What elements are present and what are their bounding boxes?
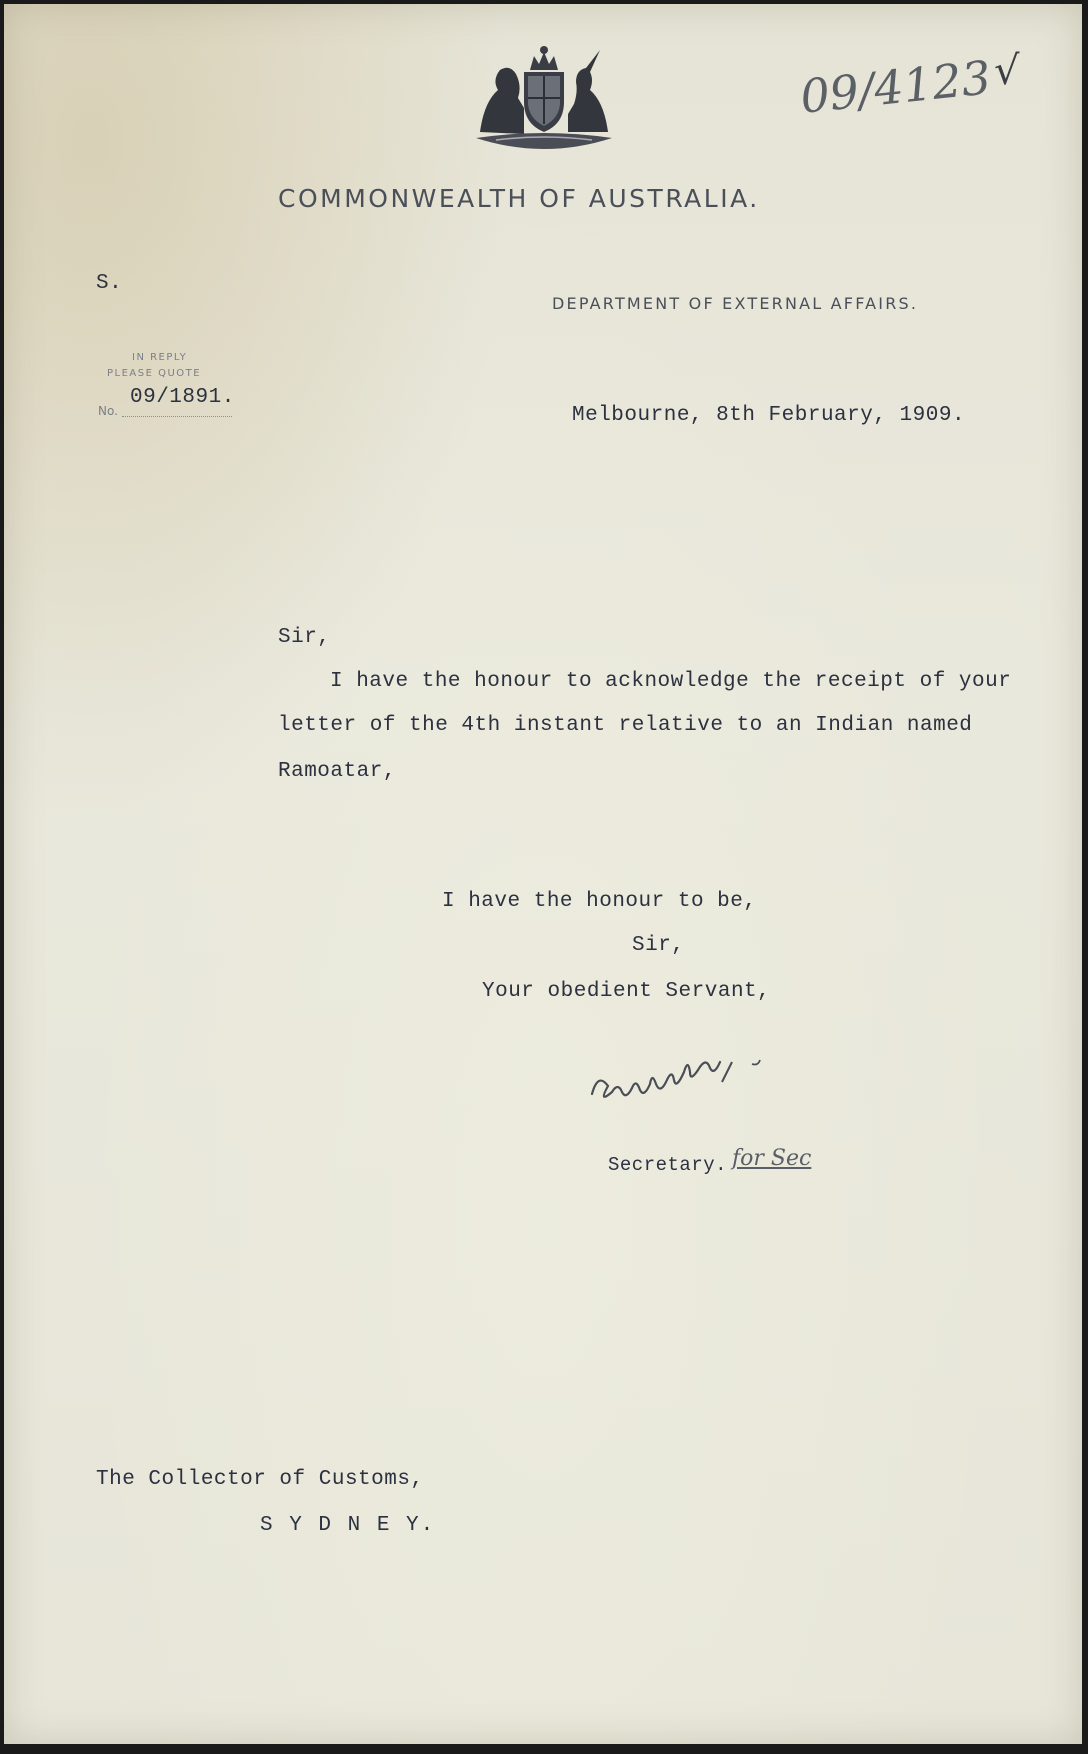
reply-line-1: IN REPLY: [132, 352, 188, 363]
addressee-line-2: S Y D N E Y.: [260, 1514, 436, 1537]
letterhead-title: COMMONWEALTH OF AUSTRALIA.: [278, 184, 760, 213]
body-line-3: Ramoatar,: [278, 760, 396, 783]
secretary-label: Secretary.: [608, 1154, 728, 1176]
date-line: Melbourne, 8th February, 1909.: [572, 404, 966, 427]
addressee-line-1: The Collector of Customs,: [96, 1468, 424, 1491]
check-mark: √: [994, 48, 1020, 94]
file-annotation: 09/4123: [797, 50, 994, 124]
signature-note: for Sec: [732, 1146, 812, 1171]
letter-code: S.: [96, 272, 123, 295]
reply-no-label: No.: [98, 404, 118, 418]
signature: [582, 1054, 782, 1114]
closing-line-1: I have the honour to be,: [442, 890, 757, 913]
department-name: DEPARTMENT OF EXTERNAL AFFAIRS.: [552, 294, 919, 313]
body-line-1: I have the honour to acknowledge the receipt of your: [330, 670, 1012, 693]
reply-no-underline: [122, 416, 232, 417]
closing-line-3: Your obedient Servant,: [482, 980, 771, 1003]
coat-of-arms-icon: [466, 42, 622, 150]
reply-number: 09/1891.: [130, 386, 235, 409]
letter-page: [4, 4, 1082, 1744]
closing-line-2: Sir,: [632, 934, 685, 957]
salutation: Sir,: [278, 626, 331, 649]
reply-line-2: PLEASE QUOTE: [107, 368, 202, 379]
body-line-2: letter of the 4th instant relative to an Indian named: [278, 714, 973, 737]
